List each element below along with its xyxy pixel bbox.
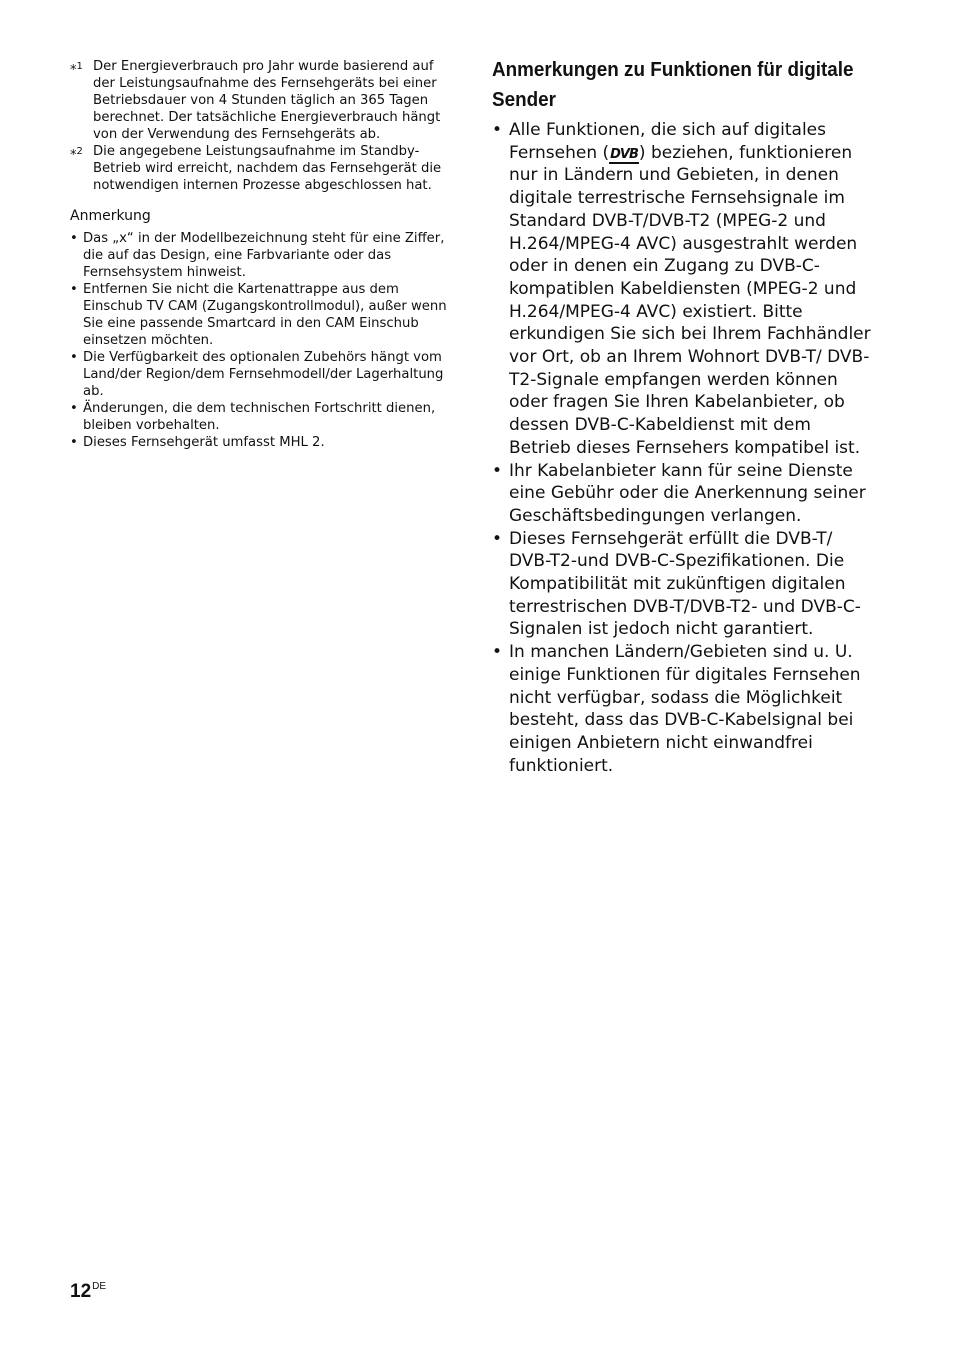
list-item: • Ihr Kabelanbieter kann für seine Dienste eine Gebühr oder die Anerkennung seiner Geschäftsbedingungen verlangen. [492,460,866,526]
list-item: • In manchen Ländern/Gebieten sind u. U. einige Funktionen für digitales Fernsehen nicht verfügbar, sodass die Möglichkeit besteht, dass das DVB-C-Kabelsignal bei einigen Anbietern nicht einwandfrei funktioniert. [492,642,861,776]
bullet-icon: • [492,460,503,481]
note-list [70,230,448,451]
list-item: • Dieses Fernsehgerät umfasst MHL 2. [70,435,325,450]
footnote-2 [70,143,448,194]
footnote-marker: *$^1$ [70,61,83,78]
list-item: • Entfernen Sie nicht die Kartenattrappe aus dem Einschub TV CAM (Zugangskontrollmodul), außer wenn Sie eine passende Smartcard in den CAM Einschub einsetzen möchten. [70,282,447,348]
footnote-marker: *$^2$ [70,146,83,163]
right-column [492,55,872,777]
bullet-icon: • [70,282,78,297]
digital-notes-list [492,119,872,777]
list-item: • Änderungen, die dem technischen Fortschritt dienen, bleiben vorbehalten. [70,401,436,433]
list-item: • Dieses Fernsehgerät erfüllt die DVB-T/ DVB-T2-und DVB-C-Spezifikationen. Die Kompatibilität mit zukünftigen digitalen terrestrischen DVB-T/DVB-T2- und DVB-C-Signalen ist jedoch nicht garantiert. [492,528,861,640]
bullet-icon: • [70,435,78,450]
footnote-1 [70,58,448,143]
list-item: • Die Verfügbarkeit des optionalen Zubehörs hängt vom Land/der Region/dem Fernsehmodell/der Lagerhaltung ab. [70,350,444,399]
bullet-icon: • [492,120,503,140]
bullet-icon: • [70,350,78,365]
dvb-logo-icon: DVB [610,146,638,162]
footnote-text: Der Energieverbrauch pro Jahr wurde basierend auf der Leistungsaufnahme des Fernsehgeräts bei einer Betriebsdauer von 4 Stunden täglich an 365 Tagen berechnet. Der tatsächliche Energieverbrauch hängt von der Verwendung des Fernsehgeräts ab. [93,59,441,142]
bullet-icon: • [492,642,503,663]
footnote-text: Die angegebene Leistungsaufnahme im Standby-Betrieb wird erreicht, nachdem das Fernsehgerät die notwendigen internen Prozesse abgeschlossen hat. [93,144,442,193]
bullet-icon: • [70,231,78,246]
page-number: 12DE [70,1281,107,1302]
list-item: • Das „x“ in der Modellbezeichnung steht für eine Ziffer, die auf das Design, eine Farbvariante oder das Fernsehsystem hinweist. [70,231,445,280]
note-heading: Anmerkung [70,208,151,224]
bullet-icon: • [70,401,78,416]
list-item: • Alle Funktionen, die sich auf digitales Fernsehen (DVB) beziehen, funktionieren nur in Ländern und Gebieten, in denen digitale terrestrische Fernsehsignale im Standard DVB-T/DVB-T2 (MPEG-2 und H.264/MPEG-4 AVC) ausgestrahlt werden oder in denen ein Zugang zu DVB-C-kompatiblen Kabeldiensten (MPEG-2 und H.264/MPEG-4 AVC) existiert. Bitte erkundigen Sie sich bei Ihrem Fachhändler vor Ort, ob an Ihrem Wohnort DVB-T/ DVB-T2-Signale empfangen werden können oder fragen Sie Ihren Kabelanbieter, ob dessen DVB-C-Kabeldienst mit dem Betrieb dieses Fernsehers kompatibel ist. [492,120,871,458]
left-column [70,58,448,451]
bullet-icon: • [492,528,503,549]
section-title: Anmerkungen zu Funktionen für digitale Sender [492,58,854,111]
